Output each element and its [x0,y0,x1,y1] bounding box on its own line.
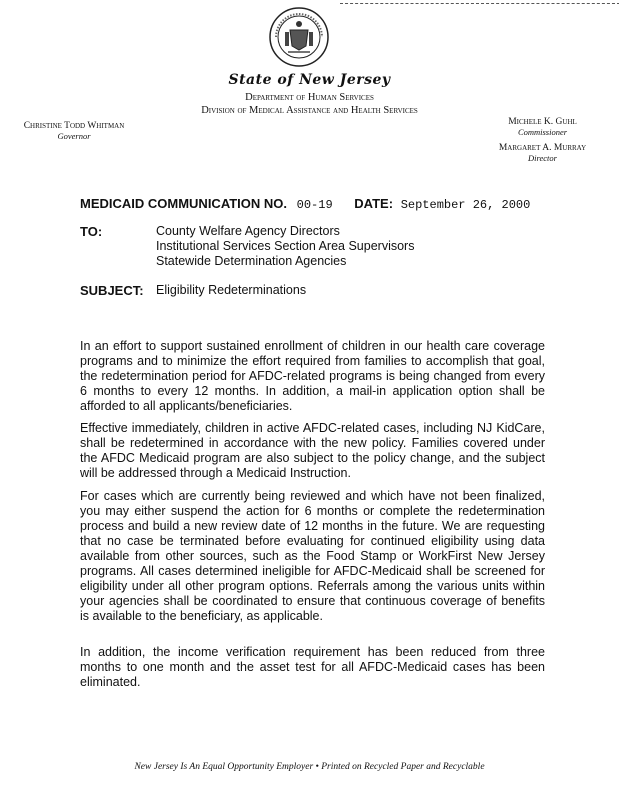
communication-label: MEDICAID COMMUNICATION NO. [80,196,288,211]
commissioner-title: Commissioner [517,127,568,137]
commissioner-block [475,117,610,137]
communication-date: September 26, 2000 [400,198,531,212]
state-seal-icon [268,6,330,68]
communication-line [80,196,530,212]
department-name: Department of Human Services [245,92,374,103]
governor-title: Governor [57,131,91,141]
to-label: TO: [80,224,103,239]
division-name: Division of Medical Assistance and Health Services [201,105,418,116]
governor-block [4,121,144,141]
commissioner-name: Michele K. Guhl [508,117,577,127]
subject-label: SUBJECT: [80,283,144,298]
footer-note: New Jersey Is An Equal Opportunity Employer • Printed on Recycled Paper and Recyclable [134,762,485,772]
recipient-item: County Welfare Agency Directors [156,224,340,238]
body-paragraph: In addition, the income verification requirement has been reduced from three months to one month and the asset test for all AFDC-Medicaid cases has been eliminated. [80,645,545,689]
date-label: DATE: [354,196,394,211]
scan-artifact-line [340,3,619,4]
communication-number: 00-19 [296,198,333,212]
governor-name: Christine Todd Whitman [23,121,125,131]
recipient-item: Institutional Services Section Area Supervisors [156,239,415,253]
recipient-list [156,224,414,269]
body-paragraph: In an effort to support sustained enrollment of children in our health care coverage programs and to minimize the effort required from families to accomplish that goal, the redetermination period for AFDC-related programs is being changed from every 6 months to every 12 months. In addition, a mail-in application option shall be afforded to all applicants/beneficiaries. [80,339,545,413]
body-paragraph: Effective immediately, children in active AFDC-related cases, including NJ KidCare, shall be redetermined in accordance with the new policy. Families covered under the AFDC Medicaid program are also subject to the policy change, and the subject will be addressed through a Medicaid Instruction. [80,421,545,480]
body-paragraph: For cases which are currently being reviewed and which have not been finalized, you may either suspend the action for 6 months or complete the redetermination process and build a new review date of 12 months in the future. We are requesting that no case be terminated before evaluating for continued eligibility using data available from other sources, such as the Food Stamp or WorkFirst New Jersey programs. All cases determined ineligible for AFDC-Medicaid shall be screened for eligibility under all other program options. Referrals among the various units within your agencies shall be coordinated to ensure that continuous coverage of benefits is available to the beneficiary, as applicable. [80,489,545,623]
subject-text: Eligibility Redeterminations [156,283,307,297]
state-name: State of New Jersey [228,72,391,88]
director-block [475,143,610,163]
director-name: Margaret A. Murray [498,143,587,153]
director-title: Director [528,153,557,163]
recipient-item: Statewide Determination Agencies [156,254,347,268]
